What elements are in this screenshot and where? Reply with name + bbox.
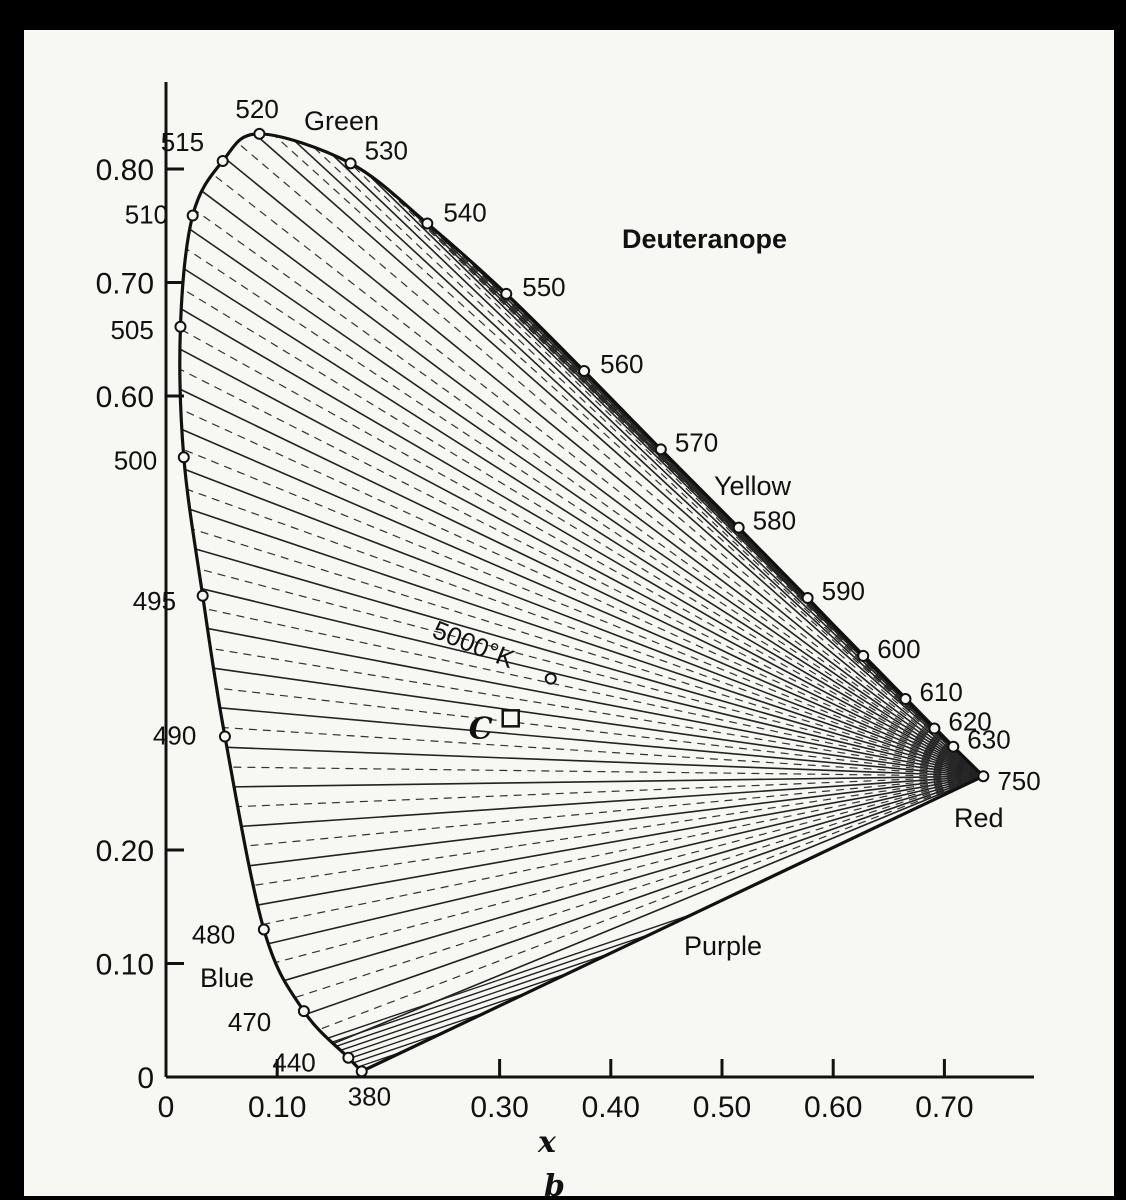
copunctal-line-7 <box>234 776 983 787</box>
locus-marker-495 <box>198 591 208 601</box>
x-tick-label-4: 0.50 <box>692 1091 752 1124</box>
locus-marker-580 <box>734 523 744 533</box>
wavelength-label-620: 620 <box>948 706 992 737</box>
copunctal-line-14 <box>190 509 984 776</box>
purple-label: Purple <box>684 931 763 961</box>
illuminant-c-label: C <box>468 711 493 747</box>
wavelength-label-500: 500 <box>113 445 158 476</box>
copunctal-dashed-18 <box>180 329 983 776</box>
copunctal-dashed-20 <box>187 249 984 776</box>
locus-marker-590 <box>803 593 813 603</box>
wavelength-label-610: 610 <box>919 677 963 708</box>
subfigure-letter: b <box>544 1169 565 1196</box>
locus-marker-560 <box>579 366 589 376</box>
locus-marker-610 <box>900 694 910 704</box>
wavelength-label-550: 550 <box>522 271 566 302</box>
wavelength-label-440: 440 <box>272 1047 316 1078</box>
axes <box>166 82 1034 1077</box>
x-tick-label-5: 0.60 <box>804 1091 863 1124</box>
copunctal-dashed-23 <box>237 142 983 776</box>
copunctal-line-4 <box>258 776 984 905</box>
copunctal-dashed-4 <box>253 776 983 885</box>
y-tick-label-2: 0.20 <box>95 835 154 868</box>
purple-copunctal-5 <box>341 973 569 1050</box>
wavelength-label-490: 490 <box>152 720 197 751</box>
locus-marker-550 <box>501 289 511 299</box>
illuminant-c-marker <box>503 710 519 726</box>
locus-marker-510 <box>188 211 198 221</box>
wavelength-label-560: 560 <box>600 349 644 380</box>
wavelength-label-530: 530 <box>364 135 408 166</box>
locus-marker-490 <box>220 732 230 742</box>
yellow-label: Yellow <box>714 471 792 501</box>
wavelength-label-540: 540 <box>443 197 487 228</box>
wavelength-label-470: 470 <box>227 1007 272 1038</box>
wavelength-label-495: 495 <box>132 585 177 616</box>
x-tick-label-3: 0.40 <box>581 1091 640 1124</box>
copunctal-dashed-21 <box>194 210 983 777</box>
wavelength-label-510: 510 <box>124 199 169 230</box>
x-tick-label-0: 0 <box>157 1091 175 1124</box>
locus-marker-530 <box>346 158 356 168</box>
wavelength-label-750: 750 <box>997 766 1041 797</box>
copunctal-dashed-5 <box>245 776 983 846</box>
red-label: Red <box>954 803 1004 833</box>
locus-marker-470 <box>299 1006 309 1016</box>
copunctal-dashed-2 <box>275 776 983 962</box>
locus-marker-570 <box>656 444 666 454</box>
x-tick-label-2: 0.30 <box>470 1091 529 1124</box>
wavelength-label-480: 480 <box>191 919 236 950</box>
y-tick-label-4: 0.70 <box>95 267 154 301</box>
wavelength-label-520: 520 <box>235 93 279 124</box>
wavelength-label-515: 515 <box>160 127 205 158</box>
x-tick-label-6: 0.70 <box>915 1091 974 1124</box>
x-tick-label-1: 0.10 <box>248 1091 307 1124</box>
blue-label: Blue <box>200 963 255 993</box>
green-label: Green <box>304 106 380 136</box>
locus-marker-750 <box>978 771 988 781</box>
wavelength-markers <box>110 94 1040 1112</box>
wavelength-label-580: 580 <box>752 505 797 536</box>
locus-marker-600 <box>858 651 868 661</box>
chart-plate <box>24 30 1114 1196</box>
locus-marker-540 <box>422 218 432 228</box>
copunctal-dashed-19 <box>183 289 984 776</box>
copunctal-line-2 <box>284 776 983 980</box>
temp-label: 5000°K <box>428 614 520 675</box>
x-axis-title: x <box>538 1125 556 1160</box>
purple-copunctal-8 <box>327 914 693 1038</box>
copunctal-dashed-22 <box>212 174 983 776</box>
copunctal-line-22 <box>202 191 984 776</box>
locus-marker-505 <box>175 322 185 332</box>
copunctal-line-21 <box>190 229 984 776</box>
y-tick-label-5: 0.80 <box>95 154 154 187</box>
copunctal-line-24 <box>255 134 983 776</box>
temp-marker <box>546 674 556 684</box>
wavelength-label-380: 380 <box>347 1081 392 1112</box>
wavelength-label-505: 505 <box>110 314 154 345</box>
locus-marker-520 <box>254 129 264 139</box>
y-tick-label-1: 0.10 <box>95 948 154 982</box>
chart-title: Deuteranope <box>622 224 788 254</box>
wavelength-label-590: 590 <box>821 576 866 607</box>
wavelength-label-570: 570 <box>674 427 719 458</box>
y-tick-label-3: 0.60 <box>95 381 154 414</box>
wavelength-label-600: 600 <box>877 633 921 664</box>
purple-line <box>362 776 984 1071</box>
locus-marker-440 <box>343 1053 353 1063</box>
wavelength-label-630: 630 <box>967 724 1011 755</box>
locus-marker-515 <box>218 156 228 166</box>
copunctal-line-23 <box>225 158 983 776</box>
copunctal-line-15 <box>185 469 983 776</box>
copunctal-line-1 <box>306 776 983 1014</box>
chromaticity-diagram <box>24 30 1114 1196</box>
locus-marker-620 <box>929 724 939 734</box>
y-tick-label-0: 0 <box>137 1062 154 1095</box>
locus-marker-500 <box>179 452 189 462</box>
locus-marker-480 <box>259 924 269 934</box>
purple-copunctal-6 <box>336 953 610 1046</box>
locus-marker-630 <box>948 742 958 752</box>
copunctal-dashed-1 <box>295 776 984 997</box>
locus-marker-380 <box>357 1066 367 1076</box>
